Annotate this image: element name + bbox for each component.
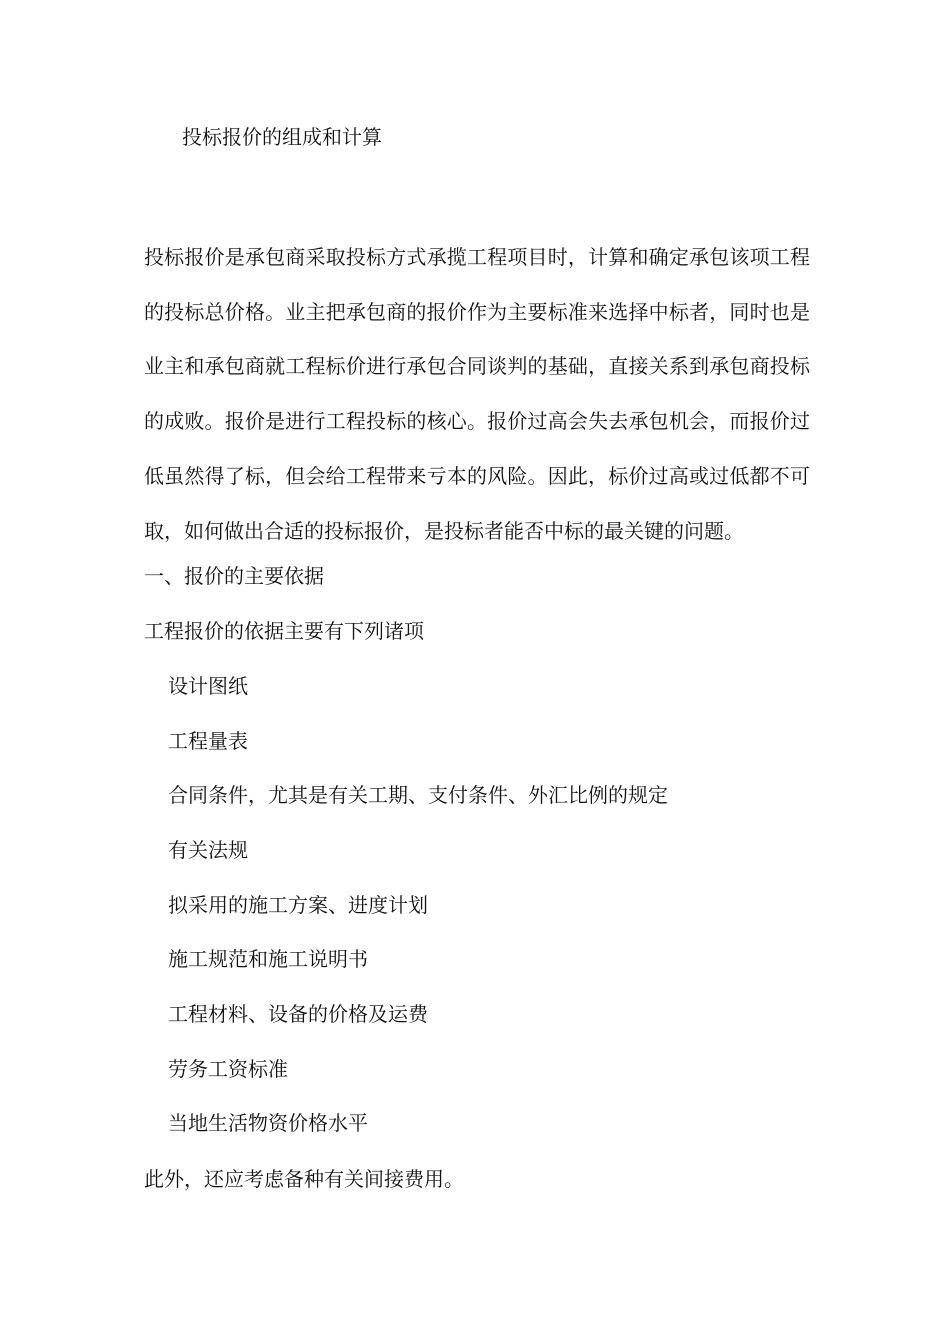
list-item: 合同条件，尤其是有关工期、支付条件、外汇比例的规定 [168,783,668,807]
list-item: 拟采用的施工方案、进度计划 [168,893,428,917]
section-heading: 一、报价的主要依据 [144,564,324,588]
list-item: 工程材料、设备的价格及运费 [168,1002,428,1026]
list-item: 有关法规 [168,838,248,862]
list-intro: 工程报价的依据主要有下列诸项 [144,619,424,643]
closing-note: 此外，还应考虑备种有关间接费用。 [144,1167,464,1191]
list-item: 当地生活物资价格水平 [168,1111,368,1135]
list-item: 劳务工资标准 [168,1057,288,1081]
list-item: 设计图纸 [168,674,248,698]
list-item: 工程量表 [168,729,248,753]
intro-paragraph: 投标报价是承包商采取投标方式承揽工程项目时，计算和确定承包该项工程的投标总价格。业主把承包商的报价作为主要标准来选择中标者，同时也是业主和承包商就工程标价进行承包合同谈判的基础，直接关系到承包商投标的成败。报价是进行工程投标的核心。报价过高会失去承包机会，而报价过低虽然得了标，但会给工程带来亏本的风险。因此，标价过高或过低都不可取，如何做出合适的投标报价，是投标者能否中标的最关键的问题。 [144,245,810,543]
list-item: 施工规范和施工说明书 [168,947,368,971]
document-title: 投标报价的组成和计算 [182,125,382,149]
